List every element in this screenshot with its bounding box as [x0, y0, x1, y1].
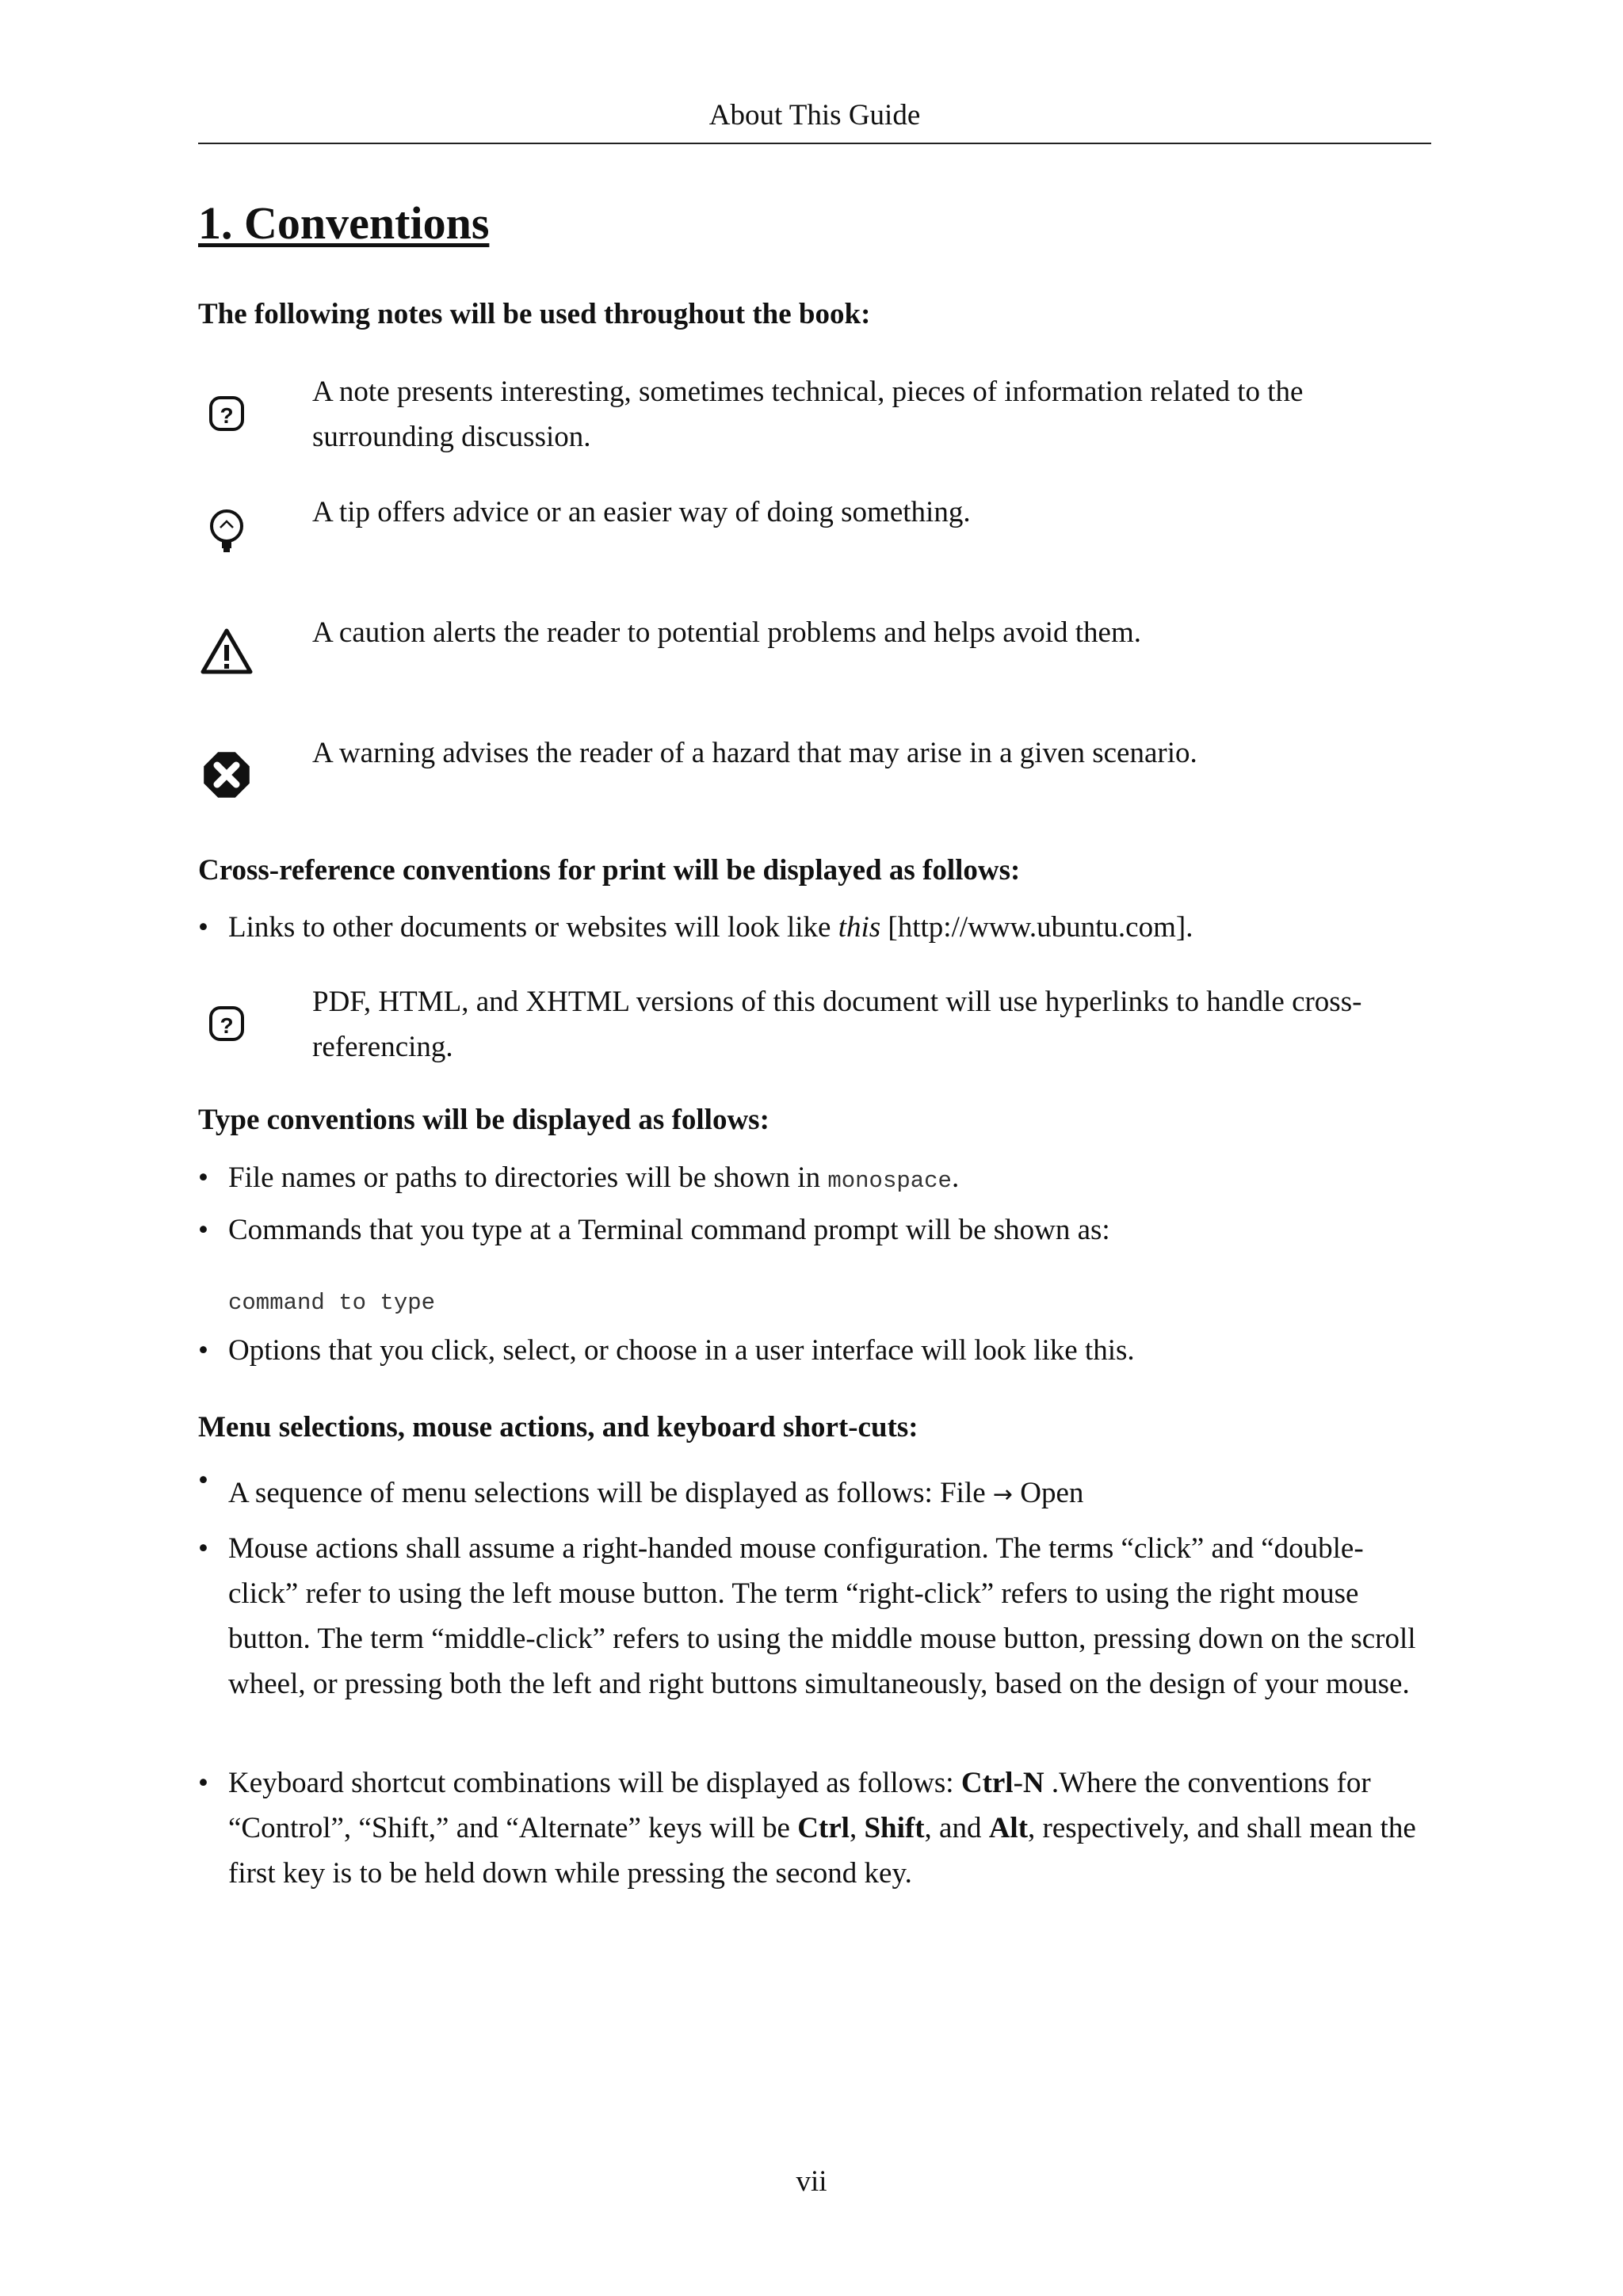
type-commands-item: Commands that you type at a Terminal command prompt will be shown as: [228, 1214, 1110, 1246]
running-header: About This Guide [198, 97, 1431, 144]
svg-text:?: ? [220, 403, 234, 428]
code-example: command to type [228, 1290, 436, 1316]
type-title: Type conventions will be displayed as follows: [198, 1104, 769, 1136]
note-icon [195, 382, 258, 445]
crossref-note-text: PDF, HTML, and XHTML versions of this document will use hyperlinks to handle cross-referencing. [312, 986, 1362, 1063]
warning-icon [195, 743, 258, 807]
svg-text:?: ? [220, 1013, 234, 1038]
notes-intro: The following notes will be used throughout the book: [198, 298, 871, 330]
caution-text: A caution alerts the reader to potential problems and helps avoid them. [312, 616, 1141, 649]
crossref-links-item: Links to other documents or websites will look like this [http://www.ubuntu.com]. [228, 911, 1193, 944]
bullet-marker: • [198, 1161, 208, 1194]
arrow-icon: → [992, 1481, 1014, 1508]
bullet-marker: • [198, 1334, 208, 1367]
page-number: vii [796, 2165, 827, 2198]
note-icon [195, 992, 258, 1055]
type-files-item: File names or paths to directories will be shown in monospace. [228, 1161, 960, 1194]
menu-mouse-item: Mouse actions shall assume a right-handed mouse configuration. The terms “click” and “double-click” refer to using the left mouse button. The term “right-click” refers to using the right mouse button. The term “middle-click” refers to using the middle mouse button, pressing down on the scroll wheel, or pressing both the left and right buttons simultaneously, based on the design of your mouse. [228, 1532, 1416, 1700]
menu-title: Menu selections, mouse actions, and keyboard short-cuts: [198, 1411, 918, 1444]
example-link[interactable]: this [838, 911, 881, 944]
caution-icon [195, 620, 258, 683]
section-heading: 1. Conventions [198, 197, 490, 249]
menu-sequence-item: A sequence of menu selections will be displayed as follows: File → Open [228, 1477, 1084, 1509]
type-options-item: Options that you click, select, or choose in a user interface will look like this. [228, 1334, 1135, 1367]
bullet-marker: • [198, 1532, 208, 1565]
crossref-title: Cross-reference conventions for print will be displayed as follows: [198, 854, 1021, 887]
tip-text: A tip offers advice or an easier way of doing something. [312, 496, 971, 528]
note-text: A note presents interesting, sometimes technical, pieces of information related to the surrounding discussion. [312, 376, 1304, 453]
bullet-marker: • [198, 1464, 208, 1497]
bullet-marker: • [198, 1214, 208, 1246]
bullet-marker: • [198, 911, 208, 944]
tip-icon [195, 496, 258, 559]
menu-keyboard-item: Keyboard shortcut combinations will be displayed as follows: Ctrl-N .Where the conventions for “Control”, “Shift,” and “Alternate” keys will be Ctrl, Shift, and Alt, respectively, and shall mean the first key is to be held down while pressing the second key. [228, 1767, 1416, 1890]
warning-text: A warning advises the reader of a hazard that may arise in a given scenario. [312, 737, 1197, 769]
bullet-marker: • [198, 1767, 208, 1799]
